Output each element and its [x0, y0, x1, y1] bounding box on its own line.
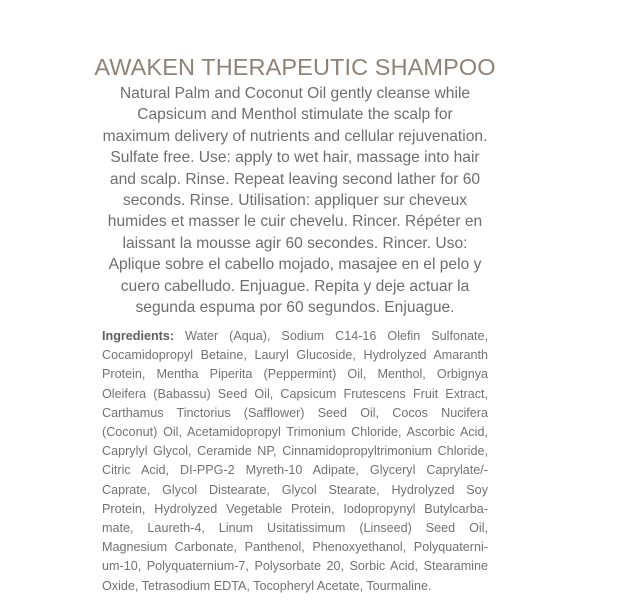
ingredients-line: Magnesium Carbonate, Panthenol, Phenoxyethanol, Polyquaterni- — [102, 540, 488, 555]
description-line: cuero cabelludo. Enjuague. Repita y deje actuar la — [120, 277, 470, 295]
description-line: maximum delivery of nutrients and cellular rejuvenation. — [102, 127, 488, 145]
description-line: humides et masser le cuir chevelu. Rincer. Répéter en — [107, 213, 483, 231]
description-line: and scalp. Rinse. Repeat leaving second lather for 60 — [109, 170, 481, 188]
ingredients-line: um-10, Polyquaternium-7, Polysorbate 20, Sorbic Acid, Stearamine — [102, 559, 488, 574]
description-line: Aplique sobre el cabello mojado, masajee en el pelo y — [108, 256, 482, 274]
ingredients-line — [102, 327, 488, 346]
description-line: segunda espuma por 60 segundos. Enjuague. — [135, 299, 455, 317]
ingredients-line: Caprylyl Glycol, Ceramide NP, Cinnamidopropyltrimonium Chloride, — [102, 444, 488, 459]
description-line: Sulfate free. Use: apply to wet hair, massage into hair — [110, 149, 480, 167]
ingredients-line: Cocamidopropyl Betaine, Lauryl Glucoside, Hydrolyzed Amaranth — [102, 348, 488, 363]
ingredients-line: Protein, Mentha Piperita (Peppermint) Oil, Menthol, Orbignya — [102, 367, 488, 382]
ingredients-line: Carthamus Tinctorius (Safflower) Seed Oil, Cocos Nucifera — [102, 405, 488, 420]
ingredients-line: (Coconut) Oil, Acetamidopropyl Trimonium Chloride, Ascorbic Acid, — [102, 425, 488, 440]
ingredients-line: Caprate, Glycol Distearate, Glycol Stearate, Hydrolyzed Soy — [102, 482, 488, 497]
product-title: AWAKEN THERAPEUTIC SHAMPOO — [94, 54, 496, 80]
product-description — [95, 83, 495, 318]
description-line: Capsicum and Menthol stimulate the scalp for — [137, 106, 453, 124]
ingredients-line: Oleifera (Babassu) Seed Oil, Capsicum Frutescens Fruit Extract, — [102, 386, 488, 401]
description-line: seconds. Rinse. Utilisation: appliquer sur cheveux — [122, 192, 468, 210]
ingredients-block — [102, 327, 488, 596]
ingredients-label: Ingredients: — [102, 329, 175, 343]
ingredients-line: Oxide, Tetrasodium EDTA, Tocopheryl Acetate, Tourmaline. — [102, 578, 432, 593]
ingredients-line: Citric Acid, DI-PPG-2 Myreth-10 Adipate, Glyceryl Caprylate/- — [102, 463, 488, 478]
ingredients-line: Protein, Hydrolyzed Vegetable Protein, Iodopropynyl Butylcarba- — [102, 501, 488, 516]
ingredients-line: mate, Laureth-4, Linum Usitatissimum (Linseed) Seed Oil, — [102, 521, 488, 536]
ingredients-text: Water (Aqua), Sodium C14-16 Olefin Sulfonate, — [174, 329, 488, 343]
description-line: laissant la mousse agir 60 secondes. Rincer. Uso: — [122, 234, 468, 252]
description-line: Natural Palm and Coconut Oil gently cleanse while — [119, 85, 471, 102]
